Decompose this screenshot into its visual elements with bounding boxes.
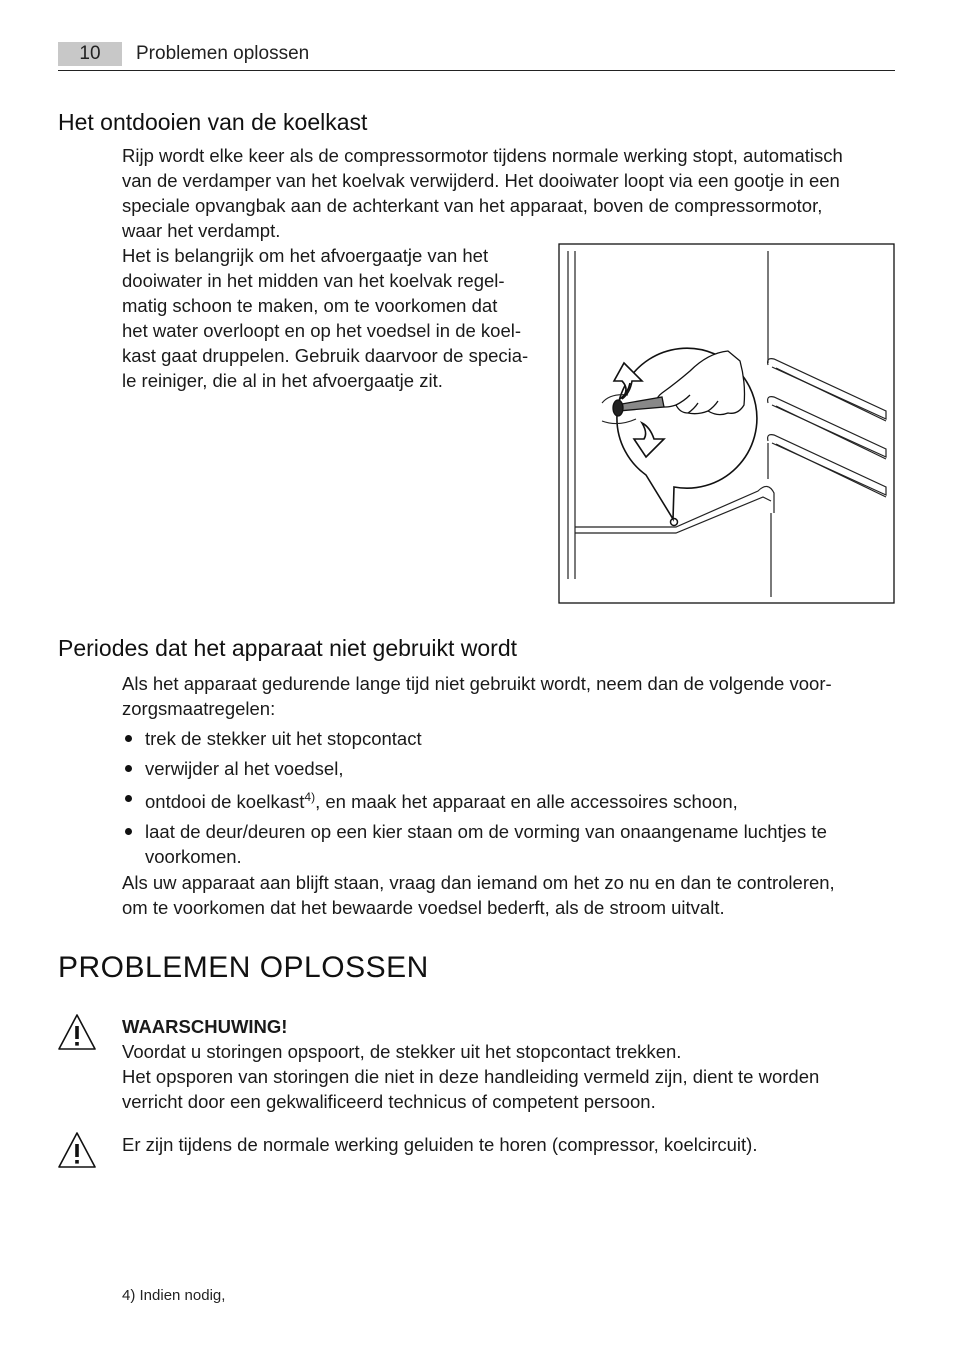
running-title: Problemen oplossen (136, 43, 310, 64)
text-line: dooiwater in het midden van het koelvak regel- (122, 270, 505, 291)
bullet-icon (125, 795, 132, 802)
text-line: waar het verdampt. (122, 220, 281, 241)
list-item-text: ontdooi de koelkast (145, 791, 305, 812)
heading-troubleshooting: PROBLEMEN OPLOSSEN (58, 951, 429, 984)
text-line: om te voorkomen dat het bewaarde voedsel bederft, als de stroom uitvalt. (122, 897, 725, 918)
bullet-icon (125, 765, 132, 772)
text-line: kast gaat druppelen. Gebruik daarvoor de specia- (122, 345, 529, 366)
text-line: matig schoon te maken, om te voorkomen dat (122, 295, 498, 316)
list-item-text: verwijder al het voedsel, (145, 758, 344, 779)
warning-block-2 (122, 1132, 902, 1157)
footnote-marker: 4) (304, 789, 316, 804)
unused-outro (122, 870, 902, 920)
text-line: verricht door een gekwalificeerd technicus of competent persoon. (122, 1091, 656, 1112)
precaution-list (122, 726, 902, 869)
text-line: le reiniger, die al in het afvoergaatje zit. (122, 370, 443, 391)
defrost-paragraph-2 (122, 243, 552, 393)
list-item-text: trek de stekker uit het stopcontact (145, 728, 422, 749)
heading-unused: Periodes dat het apparaat niet gebruikt wordt (58, 635, 518, 661)
text-line: Het is belangrijk om het afvoergaatje van het (122, 245, 489, 266)
list-item (122, 726, 902, 751)
bullet-icon (125, 735, 132, 742)
text-line: Rijp wordt elke keer als de compressormotor tijdens normale werking stopt, automatisch (122, 145, 843, 166)
unused-intro (122, 671, 902, 721)
drain-hole (671, 519, 678, 526)
page-number: 10 (58, 42, 122, 66)
defrost-paragraph-1 (122, 143, 902, 243)
footnote: 4) Indien nodig, (122, 1287, 226, 1304)
text-line: Voordat u storingen opspoort, de stekker uit het stopcontact trekken. (122, 1041, 682, 1062)
defrost-drain-illustration (558, 243, 896, 605)
text-line: van de verdamper van het koelvak verwijderd. Het dooiwater loopt via een gootje in een (122, 170, 840, 191)
text-line: Het opsporen van storingen die niet in deze handleiding vermeld zijn, dient te worden (122, 1066, 820, 1087)
warning-block-1 (122, 1014, 902, 1114)
list-item (122, 756, 902, 781)
list-item-text: voorkomen. (145, 846, 242, 867)
text-line: zorgsmaatregelen: (122, 698, 276, 719)
text-line: Als het apparaat gedurende lange tijd niet gebruikt wordt, neem dan de volgende voor- (122, 673, 832, 694)
list-item (122, 789, 902, 814)
warning-triangle-icon (56, 1012, 98, 1052)
bullet-icon (125, 828, 132, 835)
list-item-text: , en maak het apparaat en alle accessoires schoon, (315, 791, 738, 812)
warning-title: WAARSCHUWING! (122, 1016, 288, 1037)
text-line: Als uw apparaat aan blijft staan, vraag dan iemand om het zo nu en dan te controleren, (122, 872, 835, 893)
warning-triangle-icon (56, 1130, 98, 1170)
text-line: het water overloopt en op het voedsel in de koel- (122, 320, 522, 341)
list-item-text: laat de deur/deuren op een kier staan om de vorming van onaangename luchtjes te (145, 821, 827, 842)
list-item (122, 819, 902, 869)
header-rule (58, 70, 895, 71)
text-line: speciale opvangbak aan de achterkant van het apparaat, boven de compressormotor, (122, 195, 823, 216)
heading-defrost: Het ontdooien van de koelkast (58, 109, 368, 135)
warning-text: Er zijn tijdens de normale werking geluiden te horen (compressor, koelcircuit). (122, 1134, 758, 1155)
